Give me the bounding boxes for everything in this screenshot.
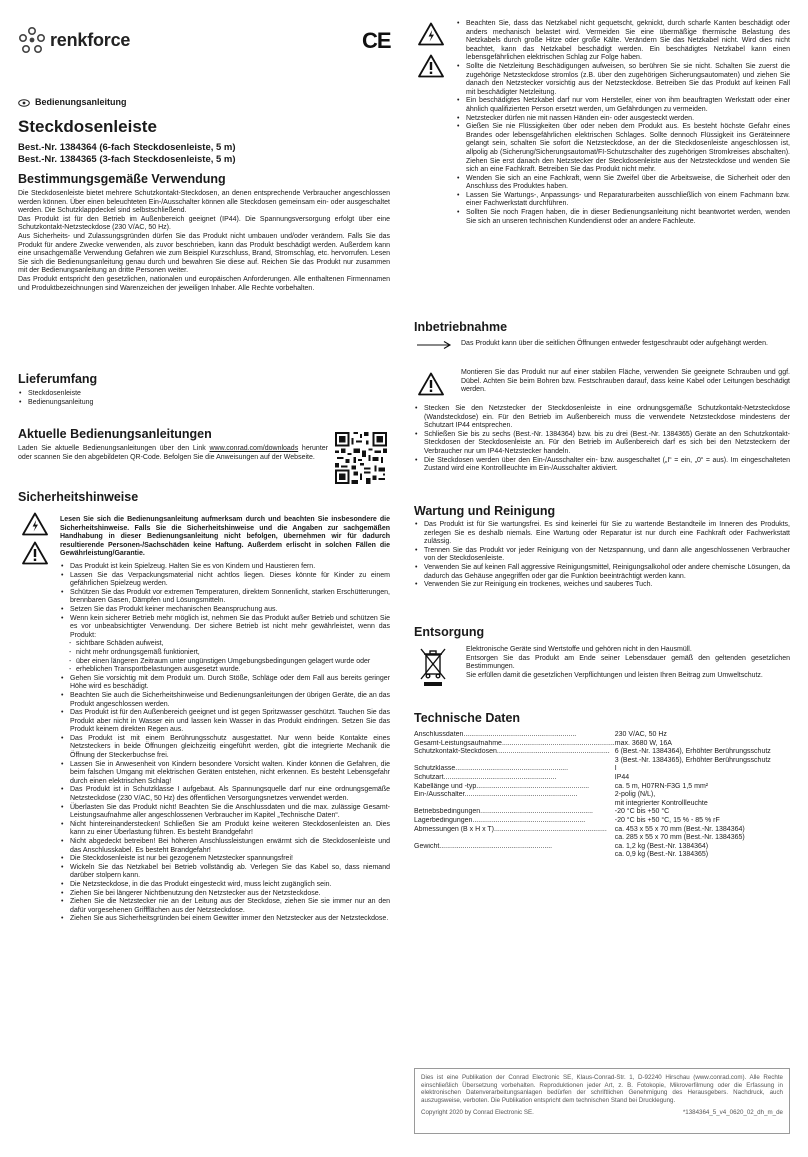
leader-dots: .......................................................... (480, 808, 593, 816)
techdata-value: -20 °C bis +50 °C (614, 808, 670, 816)
safety-item: • Wenden Sie sich an eine Fachkraft, wenn Sie Zweifel über die Arbeitsweise, die Sicherheit oder den Anschluss des Produktes haben. (456, 175, 790, 192)
leader-dots: .......................................................... (472, 816, 586, 824)
safety-item: • Ziehen Sie bei längerer Nichtbenutzung den Netzstecker aus der Netzsteckdose. (60, 890, 390, 899)
weee-bin-icon (418, 646, 448, 688)
general-warning-icon (418, 372, 444, 396)
general-warning-icon (22, 541, 48, 565)
techdata-heading: Technische Daten (414, 711, 521, 725)
safety-item: • Das Produkt ist mit einem Berührungsschutz ausgestattet. Nur wenn beide Kontakte eines Netzsteckers in beide Öffnungen gleichzeitig eingeführt werden, gibt die integrierte Mechanik die Öffnung der Steckerbuchse frei. (60, 735, 390, 761)
electric-warning-icon (22, 512, 48, 536)
techdata-value: max. 3680 W, 16A (614, 739, 672, 747)
disposal-text (466, 646, 790, 680)
usage-p4: Das Produkt entspricht den gesetzlichen, nationalen und europäischen Anforderungen. Alle enthaltenen Firmennamen und Produktbezeichnungen sind Warenzeichen der jeweiligen Inhaber. Alle Rechte vorbehalten. (18, 275, 390, 292)
techdata-value: -20 °C bis +50 °C, 15 % - 85 % rF (614, 816, 720, 824)
maintenance-list (414, 521, 790, 590)
safety-item: • Sollten Sie noch Fragen haben, die in dieser Bedienungsanleitung nicht beantwortet werden, wenden Sie sich an unseren technischen Kundendienst oder an andere Fachleute. (456, 209, 790, 226)
scope-list (18, 390, 390, 407)
techdata-row (414, 774, 790, 783)
arrow-icon (416, 340, 452, 350)
techdata-row (414, 843, 790, 852)
techdata-label-cell (414, 757, 615, 766)
safety-item: • Das Produkt ist für den Außenbereich geeignet und ist gegen Spritzwasser geschützt. Tauchen Sie das Produkt aber nicht in Wasser ein und lassen kein Wasser in das Produkt eindringen. Setzen Sie das Produkt keinem direkten Regen aus. (60, 709, 390, 735)
brand-name: renkforce (50, 30, 131, 50)
dash-item: - sichtbare Schäden aufweist, (60, 640, 390, 649)
commissioning-list (414, 405, 790, 474)
techdata-value: IP44 (614, 773, 630, 781)
eye-icon (18, 99, 30, 107)
scope-item: • Steckdosenleiste (18, 390, 390, 399)
safety-item: • Wenn kein sicherer Betrieb mehr möglich ist, nehmen Sie das Produkt außer Betrieb und schützen Sie es vor unbeabsichtigter Verwendung. Der sichere Betrieb ist nicht mehr gewährleistet, wenn das Produkt: (60, 615, 390, 641)
techdata-label: Lagerbedingungen (414, 816, 473, 824)
dash-item: - über einen längeren Zeitraum unter ungünstigen Umgebungsbedingungen gelagert wurde oder (60, 658, 390, 667)
commissioning-warn-note: Montieren Sie das Produkt nur auf einer stabilen Fläche, verwenden Sie geeignete Schrauben und ggf. Dübel. Achten Sie beim Bohren bzw. Festschrauben darauf, dass keine Kabel oder Leitungen beschädigt werden. (461, 369, 790, 394)
techdata-label: Kabellänge und -typ (414, 782, 477, 790)
techdata-value: 230 V/AC, 50 Hz (614, 731, 667, 738)
safety-items-a (60, 563, 390, 640)
safety-item: • Schützen Sie das Produkt vor extremen Temperaturen, direktem Sonnenlicht, starken Erschütterungen, brennbaren Gasen, Dämpfen und Lösungsmitteln. (60, 589, 390, 606)
techdata-value: mit integrierter Kontrollleuchte (614, 799, 708, 807)
techdata-label-cell (414, 817, 615, 826)
usage-p3: Aus Sicherheits- und Zulassungsgründen dürfen Sie das Produkt nicht umbauen und/oder verändern. Falls Sie das Produkt für andere Zwecke verwenden, als zuvor beschrieben, kann das Produkt beschädigt werden. Außerdem kann eine unsachgemäße Verwendung Gefahren wie zum Beispiel Kurzschluss, Brand, Stromschlag, etc. hervorrufen. Lesen Sie sich die Bedienungsanleitung genau durch und bewahren Sie diese auf. Reichen Sie das Produkt nur zusammen mit der Bedienungsanleitung an dritte Personen weiter. (18, 232, 390, 275)
techdata-value: 2-polig (N/L), (614, 791, 656, 799)
safety-item: • Das Produkt ist in Schutzklasse I aufgebaut. Als Spannungsquelle darf nur eine ordnungsgemäße Netzsteckdose (230 V/AC, 50 Hz) des öffentlichen Versorgungsnetzes verwendet werden. (60, 786, 390, 803)
techdata-value: ca. 0,9 kg (Best.-Nr. 1384365) (614, 851, 709, 859)
techdata-row (414, 757, 790, 766)
safety-item: • Überlasten Sie das Produkt nicht! Beachten Sie die Anschlussdaten und die max. zulässige Gesamt-Leistungsaufnahme aller angeschlossenen Verbraucher im Kapitel „Technische Daten“. (60, 804, 390, 821)
bestnr-2: Best.-Nr. 1384365 (3-fach Steckdosenleiste, 5 m) (18, 153, 236, 165)
disposal-p1: Elektronische Geräte sind Wertstoffe und gehören nicht in den Hausmüll. (466, 646, 692, 653)
techdata-label: Schutzklasse (414, 765, 456, 773)
leader-dots: .......................................................... (443, 773, 557, 781)
bestnr-block (18, 142, 390, 165)
safety-items-c (456, 20, 790, 226)
techdata-value: ca. 5 m, H07RN-F3G 1,5 mm² (614, 782, 709, 790)
commissioning-item: • Die Steckdosen werden über den Ein-/Ausschalter ein- bzw. ausgeschaltet („I“ = ein, „0“ = aus). Im eingeschalteten Zustand wird eine Kontrollleuchte im Ein-/Ausschalter aktiviert. (414, 457, 790, 474)
safety-item: • Setzen Sie das Produkt keiner mechanischen Beanspruchung aus. (60, 606, 390, 615)
commissioning-item: • Stecken Sie den Netzstecker der Steckdosenleiste in eine ordnungsgemäße Schutzkontakt-Netzsteckdose (Wandsteckdose) ein. Für den Betrieb im Außenbereich muss die verwendete Netzsteckdose mindestens der Schutzart IP44 entsprechen. (414, 405, 790, 431)
qr-code[interactable] (335, 432, 387, 484)
techdata-value: ca. 453 x 55 x 70 mm (Best.-Nr. 1384364) (614, 825, 745, 833)
techdata-label: Gewicht (414, 842, 440, 850)
downloads-link[interactable]: www.conrad.com/downloads (209, 445, 299, 452)
safety-item: • Netzstecker dürfen nie mit nassen Händen ein- oder ausgesteckt werden. (456, 115, 790, 124)
techdata-label-cell (414, 774, 615, 783)
safety-item: • Die Netzsteckdose, in die das Produkt eingesteckt wird, muss leicht zugänglich sein. (60, 881, 390, 890)
leader-dots: .......................................................... (501, 739, 615, 747)
safety-item: • Gehen Sie vorsichtig mit dem Produkt um. Durch Stöße, Schläge oder dem Fall aus bereits geringer Höhe wird es beschädigt. (60, 675, 390, 692)
techdata-label: Gesamt-Leistungsaufnahme (414, 739, 502, 747)
electric-warning-icon (418, 22, 444, 46)
techdata-label: Schutzkontakt-Steckdosen (414, 748, 497, 756)
usage-text (18, 190, 390, 293)
safety-lead: Lesen Sie sich die Bedienungsanleitung aufmerksam durch und beachten Sie insbesondere die Sicherheitshinweise. Falls Sie die Sicherheitshinweise und die Angaben zur sachgemäßen Handhabung in dieser Bedienungsanleitung nicht befolgen, übernehmen wir für dadurch resultierende Personen-/Sachschäden keine Haftung. Außerdem erlischt in solchen Fällen die Gewährleistung/Garantie. (60, 516, 390, 558)
usage-heading: Bestimmungsgemäße Verwendung (18, 172, 226, 186)
techdata-label-cell (414, 791, 615, 800)
usage-p1: Die Steckdosenleiste bietet mehrere Schutzkontakt-Steckdosen, an denen entsprechende Verbraucher angeschlossen werden können. Über einen beleuchteten Ein-/Ausschalter können alle Steckdosen gemeinsam ein- oder ausgeschaltet werden. Die Schutzklappdeckel sind selbstschließend. (18, 190, 390, 215)
techdata-row (414, 808, 790, 817)
techdata-label: Ein-/Ausschalter (414, 791, 465, 799)
page-title: Steckdosenleiste (18, 117, 157, 136)
techdata-value: I (614, 765, 617, 773)
scope-item: • Bedienungsanleitung (18, 399, 390, 408)
scope-heading: Lieferumfang (18, 372, 98, 386)
techdata-label-cell (414, 740, 615, 749)
techdata-row (414, 834, 790, 843)
manual-label: Bedienungsanleitung (35, 97, 127, 107)
bestnr-1: Best.-Nr. 1384364 (6-fach Steckdosenleiste, 5 m) (18, 142, 236, 153)
techdata-label-cell (414, 731, 615, 740)
safety-items-b (60, 675, 390, 924)
techdata-label-cell (414, 800, 615, 809)
maintenance-item: • Das Produkt ist für Sie wartungsfrei. Es sind keinerlei für Sie zu wartende Bestandteile im Inneren des Produkts, zerlegen Sie es deshalb niemals. Eine Wartung oder Reparatur ist nur durch eine Fachkraft oder Fachwerkstatt zulässig. (414, 521, 790, 547)
techdata-row (414, 851, 790, 860)
publication-footer (414, 1068, 790, 1134)
general-warning-icon (418, 54, 444, 78)
techdata-label-cell (414, 808, 615, 817)
safety-dash-list (60, 640, 390, 674)
maintenance-item: • Verwenden Sie auf keinen Fall aggressive Reinigungsmittel, Reinigungsalkohol oder andere chemische Lösungen, da dadurch das Gehäuse angegriffen oder gar die Funktion beeinträchtigt werden kann. (414, 564, 790, 581)
techdata-row (414, 791, 790, 800)
disposal-p3: Sie erfüllen damit die gesetzlichen Verpflichtungen und leisten Ihren Beitrag zum Umweltschutz. (466, 671, 763, 679)
safety-heading: Sicherheitshinweise (18, 490, 139, 504)
manuals-text-before: Laden Sie aktuelle Bedienungsanleitungen über den Link (18, 445, 210, 452)
footer-copyright: Copyright 2020 by Conrad Electronic SE. (421, 1109, 534, 1117)
techdata-value: ca. 1,2 kg (Best.-Nr. 1384364) (614, 842, 709, 850)
techdata-body (414, 731, 790, 860)
renkforce-logo (18, 26, 158, 56)
leader-dots: .......................................................... (464, 791, 578, 799)
techdata-row (414, 783, 790, 792)
commissioning-arrow-note: Das Produkt kann über die seitlichen Öffnungen entweder festgeschraubt oder aufgehängt werden. (461, 340, 768, 347)
safety-item: • Ein beschädigtes Netzkabel darf nur vom Hersteller, einer von ihm beauftragten Werkstatt oder einer ähnlich qualifizierten Person ersetzt werden, um Gefährdungen zu vermeiden. (456, 97, 790, 114)
maintenance-item: • Verwenden Sie zur Reinigung ein trockenes, weiches und sauberes Tuch. (414, 581, 790, 590)
techdata-row (414, 817, 790, 826)
techdata-label-cell (414, 826, 615, 835)
techdata-value: 6 (Best.-Nr. 1384364), Erhöhter Berührungsschutz (614, 748, 771, 756)
safety-item: • Lassen Sie Wartungs-, Anpassungs- und Reparaturarbeiten ausschließlich von einem Fachmann bzw. einer Fachwerkstatt durchführen. (456, 192, 790, 209)
renkforce-logo-mark (18, 26, 46, 54)
techdata-row (414, 826, 790, 835)
safety-item: • Nicht abgedeckt betreiben! Bei höheren Anschlussleistungen erwärmt sich die Steckdosenleiste und das Anschlusskabel. Es besteht Brandgefahr! (60, 838, 390, 855)
safety-item: • Ziehen Sie die Netzstecker nie an der Leitung aus der Steckdose, ziehen Sie sie immer nur an den dafür vorgesehenen Griffflächen aus der Netzsteckdose. (60, 898, 390, 915)
disposal-heading: Entsorgung (414, 625, 485, 639)
leader-dots: .......................................................... (463, 731, 577, 738)
techdata-label-cell (414, 851, 615, 860)
techdata-label: Abmessungen (B x H x T) (414, 825, 495, 833)
techdata-value: ca. 285 x 55 x 70 mm (Best.-Nr. 1384365) (614, 834, 745, 842)
leader-dots: .......................................................... (455, 765, 569, 773)
safety-item: • Gießen Sie nie Flüssigkeiten über oder neben dem Produkt aus. Es besteht höchste Gefahr eines Brandes oder lebensgefährlichen elektrischen Schlages. Sollte dennoch Flüssigkeit ins Geräteinnere gelangt sein, schalten Sie sofort die Netzsteckdose, an der die Steckdosenleiste angeschlossen ist, allpolig ab (Sicherung/Sicherungsautomat/FI-Schutzschalter des zugehörigen Stromkreises abschalten). Ziehen Sie erst danach den Netzstecker der Steckdosenleiste aus der Netzsteckdose und wenden Sie sich an eine Fachkraft. Betreiben Sie das Produkt nicht mehr. (456, 123, 790, 175)
safety-list-left (60, 563, 390, 924)
safety-item: • Wickeln Sie das Netzkabel bei Betrieb vollständig ab. Verlegen Sie das Kabel so, dass niemand darüber stolpern kann. (60, 864, 390, 881)
safety-item: • Die Steckdosenleiste ist nur bei gezogenem Netzstecker spannungsfrei! (60, 855, 390, 864)
dash-item: - erheblichen Transportbelastungen ausgesetzt wurde. (60, 666, 390, 675)
safety-item: • Lassen Sie in Anwesenheit von Kindern besondere Vorsicht walten. Kinder können die Gefahren, die beim falschen Umgang mit elektrischen Geräten entstehen, nicht erkennen. Es besteht Lebensgefahr durch einen elektrischen Schlag! (60, 761, 390, 787)
safety-item: • Das Produkt ist kein Spielzeug. Halten Sie es von Kindern und Haustieren fern. (60, 563, 390, 572)
disposal-p2: Entsorgen Sie das Produkt am Ende seiner Lebensdauer gemäß den geltenden gesetzlichen Bestimmungen. (466, 654, 790, 671)
commissioning-item: • Schließen Sie bis zu sechs (Best.-Nr. 1384364) bzw. bis zu drei (Best.-Nr. 1384365) Geräte an den Schutzkontakt-Steckdosen der Steckdosenleiste an. Für den Betrieb im Außenbereich darf es sich bei den Netzsteckern der Verbraucher nur um IP44-Netzstecker handeln. (414, 431, 790, 457)
commissioning-heading: Inbetriebnahme (414, 320, 508, 334)
safety-item: • Nicht hintereinanderstecken! Schließen Sie am Produkt keine weiteren Steckdosenleisten an. Dies kann zu einer Überlastung führen. Es besteht Brandgefahr! (60, 821, 390, 838)
techdata-label-cell (414, 765, 615, 774)
techdata-row (414, 731, 790, 740)
ce-mark: CE (362, 28, 391, 53)
techdata-table (414, 731, 790, 860)
techdata-row (414, 748, 790, 757)
techdata-label: Schutzart (414, 773, 444, 781)
techdata-row (414, 740, 790, 749)
safety-item: • Beachten Sie auch die Sicherheitshinweise und Bedienungsanleitungen der übrigen Geräte, die an das Produkt angeschlossen werden. (60, 692, 390, 709)
techdata-label-cell (414, 843, 615, 852)
manuals-text (18, 445, 328, 462)
leader-dots: .......................................................... (439, 842, 553, 850)
safety-list-right (456, 20, 790, 226)
safety-item: • Beachten Sie, dass das Netzkabel nicht gequetscht, geknickt, durch scharfe Kanten beschädigt oder anders mechanisch belastet wird. Vermeiden Sie eine übermäßige thermische Belastung des Netzkabels durch große Hitze oder große Kälte. Verändern Sie das Netzkabel nicht. Wird dies nicht beachtet, kann das Netzkabel beschädigt werden. Ein beschädigtes Netzkabel kann einen lebensgefährlichen elektrischen Schlag zur Folge haben. (456, 20, 790, 63)
techdata-row (414, 800, 790, 809)
dash-item: - nicht mehr ordnungsgemäß funktioniert, (60, 649, 390, 658)
footer-text: Dies ist eine Publikation der Conrad Electronic SE, Klaus-Conrad-Str. 1, D-92240 Hirschau (www.conrad.com). Alle Rechte einschließlich Übersetzung vorbehalten. Reproduktionen jeder Art, z. B. Fotokopie, Mikroverfilmung oder die Erfassung in elektronischen Datenverarbeitungsanlagen bedürfen der schriftlichen Genehmigung des Herausgebers. Nachdruck, auch auszugsweise, verboten. Die Publikation entspricht dem technischen Stand bei Drucklegung. (421, 1074, 783, 1104)
techdata-label-cell (414, 783, 615, 792)
manuals-heading: Aktuelle Bedienungsanleitungen (18, 427, 212, 441)
leader-dots: .......................................................... (494, 825, 607, 833)
techdata-row (414, 765, 790, 774)
techdata-label: Betriebsbedingungen (414, 808, 481, 816)
leader-dots: .......................................................... (476, 782, 590, 790)
footer-bottom-row (421, 1109, 783, 1119)
manuals-text-after: herunter oder scannen Sie den abgebildeten QR-Code. Befolgen Sie die Anweisungen auf der Webseite. (18, 445, 328, 461)
safety-item: • Sollte die Netzleitung Beschädigungen aufweisen, so berühren Sie sie nicht. Schalten Sie zuerst die zugehörige Netzsteckdose stromlos (z.B. über den zugehörigen Sicherungsautomaten) und ziehen Sie danach den Netzstecker vorsichtig aus der Netzsteckdose. Betreiben Sie das Produkt auf keinen Fall mit beschädigter Netzleitung. (456, 63, 790, 97)
usage-p2: Das Produkt ist für den Betrieb im Außenbereich geeignet (IP44). Die Spannungsversorgung erfolgt über eine Schutzkontakt-Netzsteckdose (230 V/AC, 50 Hz). (18, 215, 390, 232)
techdata-label: Anschlussdaten (414, 731, 464, 738)
footer-docid: *1384364_5_v4_0620_02_dh_m_de (682, 1109, 783, 1117)
techdata-label-cell (414, 748, 615, 757)
safety-item: • Ziehen Sie aus Sicherheitsgründen bei einem Gewitter immer den Netzstecker aus der Netzsteckdose. (60, 915, 390, 924)
techdata-value: 3 (Best.-Nr. 1384365), Erhöhter Berührungsschutz (614, 756, 771, 764)
leader-dots: .......................................................... (496, 748, 610, 756)
maintenance-item: • Trennen Sie das Produkt vor jeder Reinigung von der Netzspannung, und dann alle angeschlossenen Verbraucher von der Steckdosenleiste. (414, 547, 790, 564)
techdata-label-cell (414, 834, 615, 843)
safety-item: • Lassen Sie das Verpackungsmaterial nicht achtlos liegen. Dieses könnte für Kinder zu einem gefährlichen Spielzeug werden. (60, 572, 390, 589)
maintenance-heading: Wartung und Reinigung (414, 504, 556, 518)
